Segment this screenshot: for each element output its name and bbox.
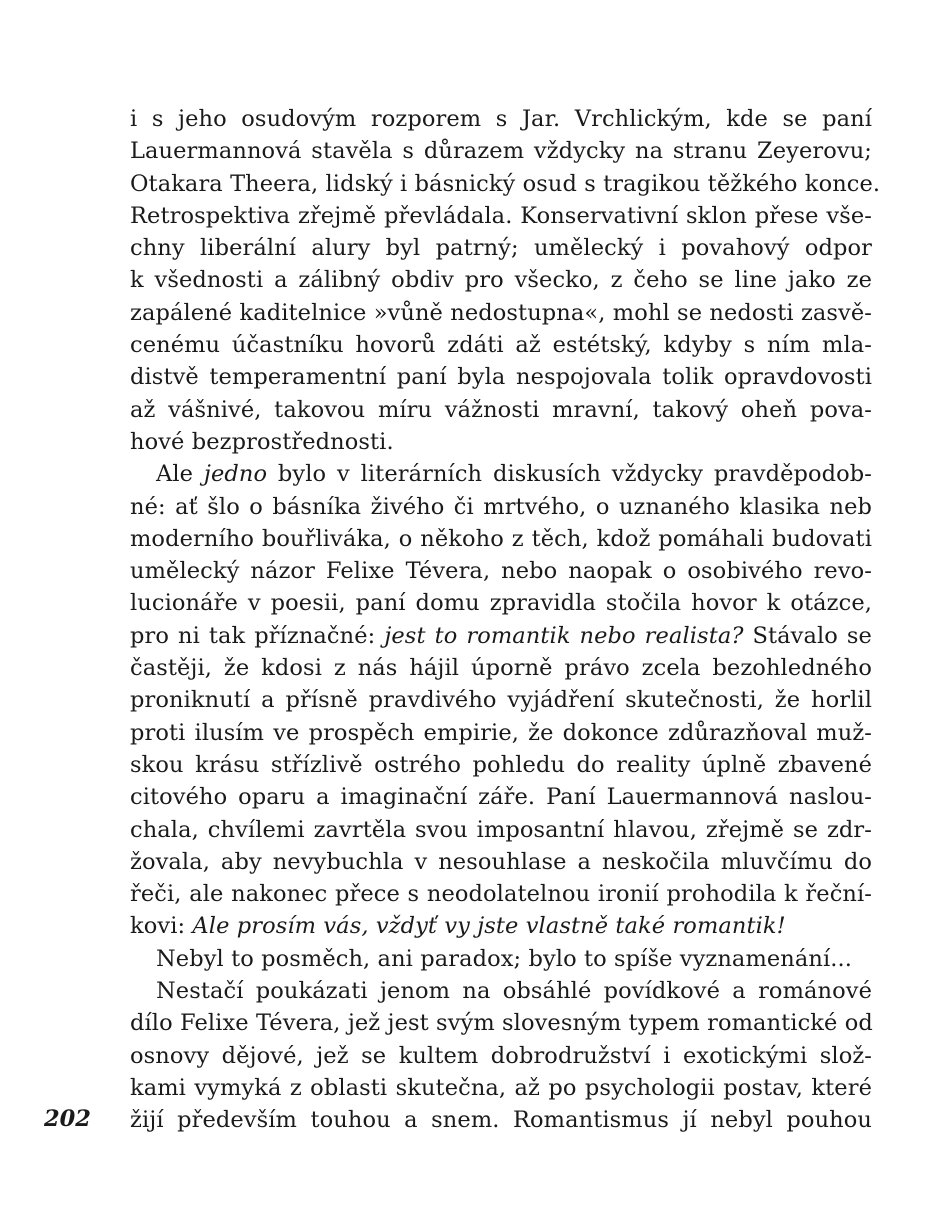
text-line xyxy=(130,168,881,200)
text-segment: proniknutí a přísně pravdivého vyjádření skutečnosti, že horlil xyxy=(130,687,872,714)
italic-text: jedno xyxy=(203,461,268,488)
text-segment: i s jeho osudovým rozporem s Jar. Vrchlickým, kde se paní xyxy=(130,106,872,132)
text-line xyxy=(130,491,872,523)
text-segment: k všednosti a zálibný obdiv pro všecko, z čeho se line jako ze xyxy=(130,267,872,294)
text-segment: bylo v literárních diskusích vždycky pravděpodob- xyxy=(267,461,873,488)
text-segment: Otakara Theera, lidský i básnický osud s tragikou těžkého konce. xyxy=(130,170,881,197)
text-line xyxy=(130,684,872,716)
text-segment: kami vymyká z oblasti skutečna, až po psychologii postav, které xyxy=(130,1074,872,1101)
text-segment: moderního bouřliváka, o někoho z těch, kdož pomáhali budovati xyxy=(130,525,872,552)
text-line xyxy=(130,264,872,296)
text-line xyxy=(130,361,872,393)
text-segment: proti ilusím ve prospěch empirie, že dokonce zdůrazňoval muž- xyxy=(130,719,872,746)
text-line xyxy=(130,103,872,135)
text-line xyxy=(130,232,872,264)
text-segment: dílo Felixe Tévera, jež jest svým slovesným typem romantické od xyxy=(130,1010,873,1037)
text-line xyxy=(130,846,872,878)
text-segment: lucionáře v poesii, paní domu zpravidla stočila hovor k otázce, xyxy=(130,590,872,617)
text-segment: chny liberální alury byl patrný; umělecký i povahový odpor xyxy=(130,235,872,262)
text-line xyxy=(130,458,872,490)
text-line xyxy=(130,394,872,426)
italic-text: Ale prosím vás, vždyť vy jste vlastně také romantik! xyxy=(192,913,786,940)
text-line xyxy=(130,297,872,329)
text-line xyxy=(130,555,872,587)
text-line xyxy=(130,426,872,458)
text-line xyxy=(130,1104,872,1136)
text-segment: žijí především touhou a snem. Romantismus jí nebyl pouhou xyxy=(130,1107,872,1134)
text-segment: cenému účastníku hovorů zdáti až estétský, kdyby s ním mla- xyxy=(130,332,872,359)
text-segment: až vášnivé, takovou míru vážnosti mravní, takový oheň pova- xyxy=(130,396,872,423)
text-line xyxy=(130,814,872,846)
text-segment: zapálené kaditelnice »vůně nedostupna«, mohl se nedosti zasvě- xyxy=(130,299,872,326)
text-line xyxy=(130,717,872,749)
text-line xyxy=(130,749,872,781)
text-segment: řeči, ale nakonec přece s neodolatelnou ironií prohodila k řeční- xyxy=(130,881,872,908)
text-line xyxy=(130,1072,872,1104)
text-line xyxy=(130,975,872,1007)
text-segment: distvě temperamentní paní byla nespojovala tolik opravdovosti xyxy=(130,364,872,391)
text-segment: Ale xyxy=(156,461,204,488)
italic-text: jest to romantik nebo realista? xyxy=(384,622,744,649)
text-segment: né: ať šlo o básníka živého či mrtvého, o uznaného klasika neb xyxy=(130,493,872,520)
text-segment: žovala, aby nevybuchla v nesouhlase a neskočila mluvčímu do xyxy=(130,848,872,875)
text-line xyxy=(130,135,872,167)
text-segment: citového oparu a imaginační záře. Paní Lauermannová naslou- xyxy=(130,784,872,811)
text-line xyxy=(130,943,872,975)
text-line xyxy=(130,910,872,942)
text-segment: kovi: xyxy=(130,913,193,940)
text-line xyxy=(130,1040,872,1072)
text-segment: skou krásu střízlivě ostrého pohledu do reality úplně zbavené xyxy=(130,751,872,778)
text-segment: Lauermannová stavěla s důrazem vždycky na stranu Zeyerovu; xyxy=(130,138,872,165)
page-number: 202 xyxy=(44,1106,91,1132)
text-segment: Nebyl to posměch, ani paradox; bylo to spíše vyznamenání... xyxy=(156,945,853,972)
text-segment: osnovy dějové, jež se kultem dobrodružství i exotickými slož- xyxy=(130,1042,872,1069)
text-segment: hové bezprostřednosti. xyxy=(130,428,394,455)
text-line xyxy=(130,878,872,910)
text-segment: Stávalo se xyxy=(743,622,872,649)
text-segment: Retrospektiva zřejmě převládala. Konservativní sklon přese vše- xyxy=(130,202,872,229)
text-line xyxy=(130,781,872,813)
text-line xyxy=(130,587,872,619)
text-line xyxy=(130,620,872,652)
page-text-block xyxy=(130,103,881,1137)
text-segment: častěji, že kdosi z nás hájil úporně právo zcela bezohledného xyxy=(130,655,872,682)
text-segment: chala, chvílemi zavrtěla svou imposantní hlavou, zřejmě se zdr- xyxy=(130,816,872,843)
text-line xyxy=(130,200,872,232)
text-segment: pro ni tak příznačné: xyxy=(130,622,385,649)
text-line xyxy=(130,1007,872,1039)
text-segment: Nestačí poukázati jenom na obsáhlé povídkové a románové xyxy=(156,978,872,1005)
text-line xyxy=(130,329,872,361)
text-segment: umělecký názor Felixe Tévera, nebo naopak o osobivého revo- xyxy=(130,558,872,585)
text-line xyxy=(130,652,872,684)
text-line xyxy=(130,523,872,555)
